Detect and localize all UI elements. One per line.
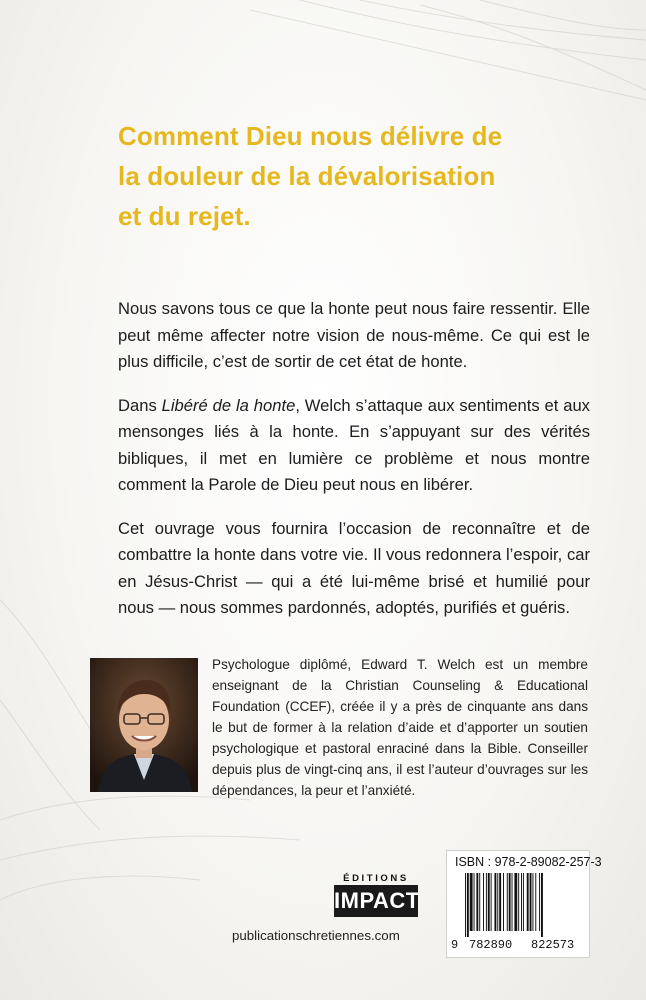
book-title: Libéré de la honte bbox=[161, 395, 296, 415]
publisher-logo-top: ÉDITIONS bbox=[343, 873, 409, 884]
publisher-website: publicationschretiennes.com bbox=[232, 928, 400, 943]
tagline-line-1: Comment Dieu nous délivre de bbox=[118, 121, 503, 151]
tagline-line-2: la douleur de la dévalorisation bbox=[118, 161, 496, 191]
author-photo bbox=[90, 658, 198, 792]
publisher-logo bbox=[334, 873, 418, 919]
isbn-label: ISBN : 978-2-89082-257-3 bbox=[455, 855, 602, 869]
paragraph-1: Nous savons tous ce que la honte peut nous faire ressentir. Elle peut même affecter notre vision de nous-même. Ce qui est le plus difficile, c’est de sortir de cet état de honte. bbox=[118, 299, 590, 371]
paragraph-2-rest: , Welch s’attaque aux sentiments et aux mensonges liés à la honte. En s’appuyant sur des vérités bibliques, il met en lumière ce problème et nous montre comment la Parole de Dieu peut nous en libérer. bbox=[118, 395, 590, 494]
isbn-digits bbox=[447, 938, 589, 954]
paragraph-2-intro: Dans bbox=[118, 395, 162, 415]
tagline-heading bbox=[118, 116, 598, 236]
publisher-logo-bottom: IMPACT bbox=[334, 885, 418, 917]
isbn-digit-group-1: 782890 bbox=[469, 938, 513, 952]
tagline-line-3: et du rejet. bbox=[118, 201, 251, 231]
description-text bbox=[118, 296, 590, 639]
isbn-digit-lead: 9 bbox=[451, 938, 459, 952]
isbn-digit-group-2: 822573 bbox=[531, 938, 575, 952]
barcode bbox=[453, 873, 583, 937]
author-bio: Psychologue diplômé, Edward T. Welch est un membre enseignant de la Christian Counseling & Educational Foundation (CCEF), créée il y a près de cinquante ans dans le but de former à la relation d’aide et d’apporter un soutien psychologique et pastoral enraciné dans la Bible. Conseiller depuis plus de vingt-cinq ans, il est l’auteur d’ouvrages sur les dépendances, la peur et l’anxiété. bbox=[212, 657, 588, 798]
isbn-barcode-box bbox=[446, 850, 602, 958]
paragraph-2 bbox=[118, 393, 590, 499]
paragraph-3: Cet ouvrage vous fournira l’occasion de reconnaître et de combattre la honte dans votre vie. Il vous redonnera l’espoir, car en Jésus-Christ — qui a été lui-même brisé et humilié pour nous — nous sommes pardonnés, adoptés, purifiés et guéris. bbox=[118, 518, 590, 617]
